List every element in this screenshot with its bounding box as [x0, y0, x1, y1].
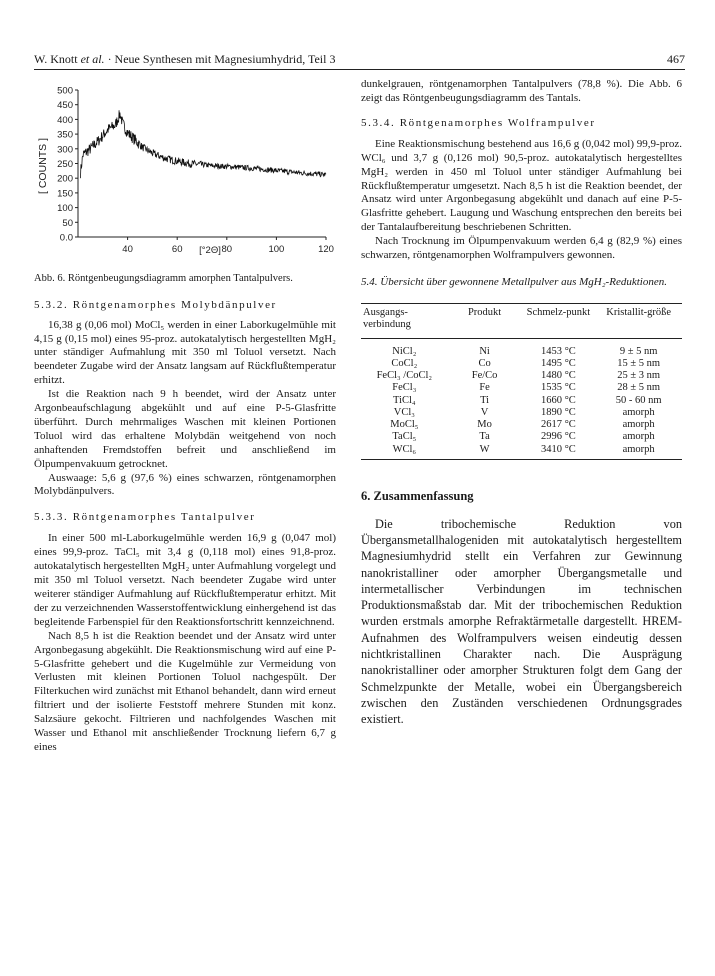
table-cell: 25 ± 3 nm [617, 370, 661, 382]
running-header [34, 49, 685, 70]
column-header: Kristallit-größe [606, 306, 672, 318]
x-tick-label: 40 [122, 244, 133, 255]
table-row [361, 382, 682, 394]
section-5-3-4-title: 5.3.4. Röntgenamorphes Wolframpulver [361, 116, 596, 129]
table-cell: Ti [480, 394, 490, 406]
y-tick-label: 400 [57, 114, 73, 126]
summary-paragraph: Die tribochemische Reduktion von Übergansmetallhalogeniden mit autokatalytisch hergestelltem Magnesiumhydrid stellt ein Verfahren zur Gewinnung nanokristalliner oder amorpher Übergangsmetalle und intermetallischer Verbindungen im technischen Produktionsmaßstab dar. Mit der tribochemischen Reduktion wurden erstmals amorphe Refraktärmetalle dargestellt. HREM-Aufnahmen des Wolframpulvers weisen eindeutig dessen nichtkristallinen Charakter nach. Die Ausprägung nanokristalliner oder amorpher Strukturen folgt dem Gang der Schmelzpunkte der Metalle, wobei ein Übergangsbereich zwischen den Zuständen verschiedenen Ordnungsgrades existiert. [361, 516, 682, 727]
x-axis-label: [°2Θ] [199, 245, 221, 256]
y-tick-label: 250 [57, 159, 73, 170]
series-line [80, 110, 326, 178]
y-axis-label: [ COUNTS ] [37, 137, 49, 195]
table-cell: 9 ± 5 nm [619, 345, 658, 357]
xrd-chart [34, 78, 336, 260]
table-cell: W [479, 443, 490, 455]
table-cell: Fe/Co [471, 370, 498, 382]
table-cell: Mo [477, 419, 492, 431]
y-tick-label: 150 [57, 188, 73, 200]
y-tick-label: 450 [57, 100, 73, 112]
table-cell: 3410 °C [540, 443, 576, 455]
column-header: Schmelz-punkt [526, 306, 591, 318]
y-tick-label: 0.0 [59, 232, 73, 244]
paragraph: Ist die Reaktion nach 9 h beendet, wird der Ansatz unter Argonbeaufschlagung abgekühlt und auf eine P-5-Glasfritte überführt. Durch mehrmaliges Waschen mit kleinen Portionen Toluol wird das erhaltene Molybdän weitgehend von noch anhaftenden Fremdstoffen befreit und anschließend im Ölpumpenvakuum getrocknet. [34, 388, 336, 470]
x-tick-label: 100 [268, 244, 285, 255]
paragraph: Auswaage: 5,6 g (97,6 %) eines schwarzen, röntgenamorphen Molybdänpulvers. [34, 471, 336, 498]
section-6-title: 6. Zusammenfassung [361, 488, 474, 503]
table-cell: WCl₆ [392, 443, 417, 455]
table-cell: TaCl₅ [392, 431, 417, 443]
table-cell: MoCl₅ [390, 419, 419, 431]
x-tick-label: 80 [221, 244, 233, 255]
header-authors-title: W. Knott et al. · Neue Synthesen mit Magnesiumhydrid, Teil 3 [34, 52, 336, 66]
table-row [361, 419, 682, 431]
table-cell: 50 - 60 nm [615, 394, 662, 406]
table-header-row [361, 303, 682, 338]
table-cell: 1890 °C [540, 406, 576, 418]
x-tick-label: 60 [171, 244, 183, 255]
table-row [361, 444, 682, 460]
section-5-3-2-title: 5.3.2. Röntgenamorphes Molybdänpulver [34, 298, 277, 311]
section-5-4-title: 5.4. Übersicht über gewonnene Metallpulver aus MgH₂-Reduktionen. [361, 275, 667, 288]
table-cell: FeCl₃ [392, 382, 417, 394]
table-row [361, 358, 682, 370]
table-cell: VCl₃ [393, 406, 415, 418]
y-tick-label: 500 [57, 85, 73, 97]
table-row [361, 395, 682, 407]
table-cell: 28 ± 5 nm [617, 382, 661, 394]
metal-powder-table [361, 303, 682, 460]
table-cell: amorph [622, 419, 655, 431]
y-tick-label: 100 [57, 203, 73, 215]
y-tick-label: 350 [57, 129, 73, 141]
y-tick-label: 200 [57, 173, 73, 185]
y-tick-label: 300 [57, 144, 73, 156]
table-cell: Ni [479, 345, 490, 357]
table-cell: 2617 °C [540, 419, 576, 431]
left-column [34, 78, 336, 755]
column-header: Produkt [467, 306, 502, 318]
x-tick-label: 120 [318, 244, 334, 255]
table-cell: CoCl₂ [391, 358, 418, 370]
table-cell: amorph [622, 406, 655, 418]
section-5-3-3-title: 5.3.3. Röntgenamorphes Tantalpulver [34, 511, 256, 524]
table-cell: 1480 °C [540, 370, 576, 382]
table-row [361, 370, 682, 382]
table-cell: 15 ± 5 nm [617, 358, 661, 370]
column-header: Ausgangs-verbindung [363, 306, 411, 331]
paragraph: 16,38 g (0,06 mol) MoCl₅ werden in einer Laborkugelmühle mit 4,15 g (0,15 mol) eines 95-proz. autokatalytisch hergestellten MgH₂ unter ständiger Aufmahlung mit 350 ml Toluol versetzt. Nach beendeter Zugabe wird der Ansatz langsam auf Rückflußtemperatur erhitzt. [34, 318, 336, 387]
table-cell: 2996 °C [540, 431, 576, 443]
right-column [361, 78, 682, 728]
table-cell: Fe [479, 382, 490, 394]
table-cell: amorph [622, 443, 655, 455]
table-cell: V [480, 406, 489, 418]
paragraph: Nach Trocknung im Ölpumpenvakuum werden 6,4 g (82,9 %) eines schwarzen, röntgenamorphen Wolframpulvers gewonnen. [361, 235, 682, 262]
paragraph: Eine Reaktionsmischung bestehend aus 16,6 g (0,042 mol) 99,9-proz. WCl₆ und 3,7 g (0,126 mol) 90,5-proz. autokatalytisch hergestelltes MgH₂ werden in 450 ml Toluol unter ständiger Aufmahlung bei Rückflußtemperatur umgesetzt. Nach 8,5 h ist die Reaktion beendet, der Ansatz wird unter Argonbegasung abgekühlt und danach auf eine P-5-Glasfritte gehebert. Laugung und Waschung entsprechen den bereits bei der Tantalaufbereitung beschriebenen Schritten. [361, 137, 682, 234]
y-tick-label: 50 [62, 217, 73, 229]
paragraph: dunkelgrauen, röntgenamorphen Tantalpulvers (78,8 %). Die Abb. 6 zeigt das Röntgenbeugungsdiagramm des Tantals. [361, 78, 682, 104]
table-cell: FeCl₃ /CoCl₂ [376, 370, 433, 382]
figure-caption: Abb. 6. Röntgenbeugungsdiagramm amorphen Tantalpulvers. [34, 273, 293, 284]
table-row [361, 431, 682, 443]
table-cell: 1535 °C [540, 382, 576, 394]
table-row [361, 407, 682, 419]
table-cell: NiCl₂ [392, 345, 417, 357]
table-row [361, 338, 682, 358]
page-number: 467 [667, 52, 685, 66]
table-cell: 1495 °C [540, 358, 576, 370]
paragraph: In einer 500 ml-Laborkugelmühle werden 16,9 g (0,047 mol) eines 99,9-proz. TaCl₅ mit 3,4 g (0,118 mol) eines 91,8-proz. autokatalytisch hergestellten MgH₂ unter Aufmahlung vorgelegt und mit 350 ml Toluol versetzt. Nach beendeter Zugabe wird unter weiterer ständiger Aufmahlung auf Rückflußtemperatur erhitzt. Mit der zu verzeichnenden Wasserstoffentwicklung einhergehend ist das begleitende Farbenspiel für den Reaktionsfortschritt kennzeichnend. [34, 532, 336, 628]
table-cell: Ta [479, 431, 490, 443]
paragraph: Nach 8,5 h ist die Reaktion beendet und der Ansatz wird unter Argonbegasung abgekühlt. Die Reaktionsmischung wird auf eine P-5-Glasfritte gehebert und die Kugelmühle zur Vermeidung von Verlusten mit kleinen Portionen Toluol nachgespült. Der Filterkuchen wird zunächst mit Ethanol behandelt, dann wird erneut filtriert und der isolierte Feststoff mehrere Stunden mit konz. Salzsäure gekocht. Filtrieren und nachfolgendes Waschen mit Wasser und Ethanol mit anschließender Trocknung liefern 6,7 g eines [34, 629, 336, 753]
table-cell: Co [478, 358, 491, 370]
table-cell: amorph [622, 431, 655, 443]
table-cell: TiCl₄ [393, 394, 416, 406]
table-cell: 1453 °C [540, 345, 576, 357]
table-cell: 1660 °C [540, 394, 576, 406]
